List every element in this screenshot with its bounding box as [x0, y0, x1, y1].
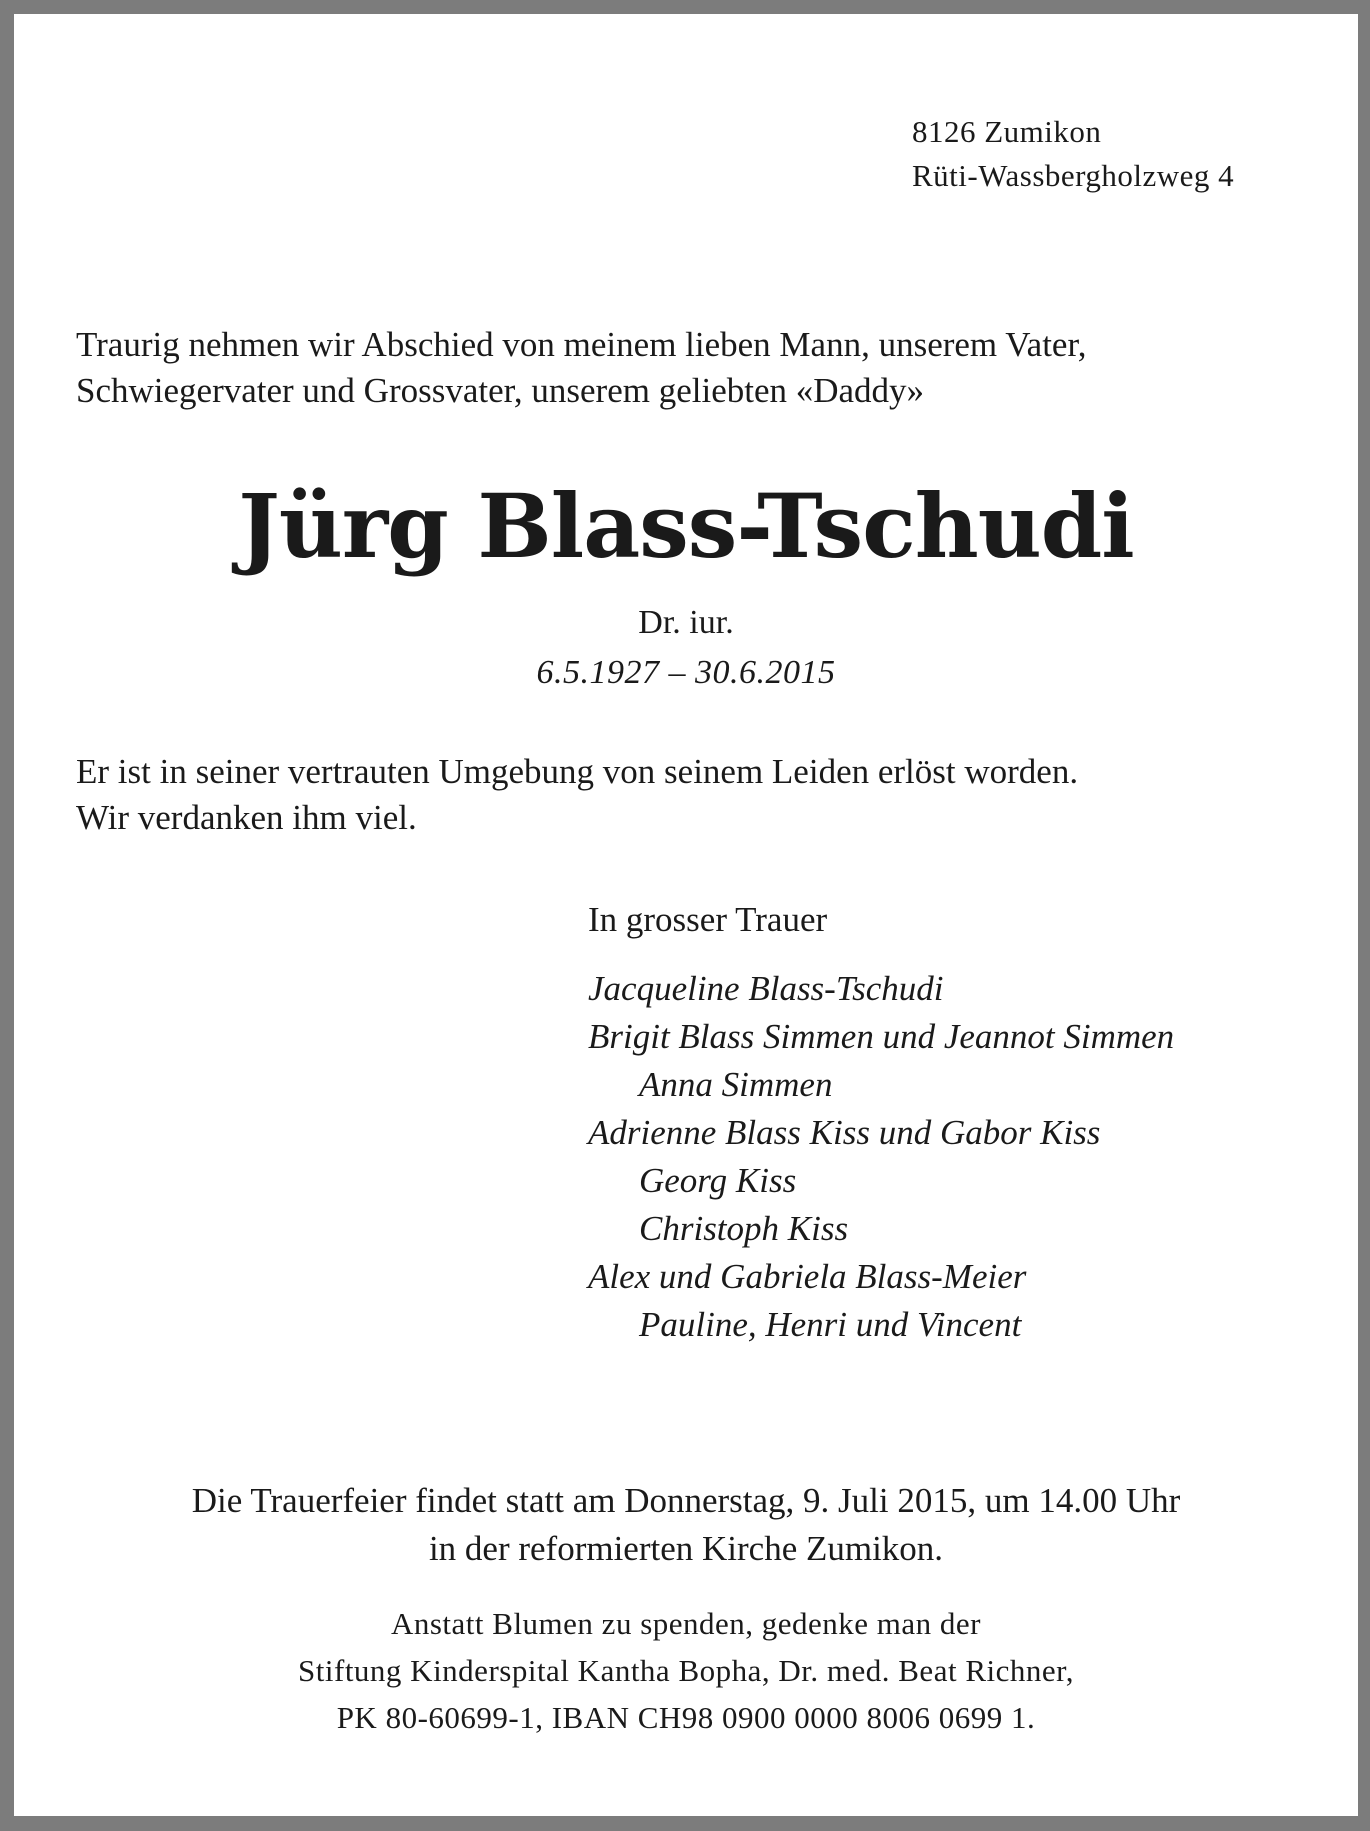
intro-line-1: Traurig nehmen wir Abschied von meinem lieben Mann, unserem Vater, — [76, 325, 1087, 364]
deceased-name: Jürg Blass-Tschudi — [238, 474, 1134, 578]
donation-line-3: PK 80-60699-1, IBAN CH98 0900 0000 8006 0699 1. — [336, 1700, 1036, 1735]
mourner-item: Jacqueline Blass-Tschudi — [588, 969, 944, 1008]
address-line-street: Rüti-Wassbergholzweg 4 — [912, 158, 1235, 193]
mourner-item: Brigit Blass Simmen und Jeannot Simmen — [588, 1017, 1175, 1056]
mourner-item: Christoph Kiss — [639, 1209, 849, 1248]
donation-line-2: Stiftung Kinderspital Kantha Bopha, Dr. med. Beat Richner, — [298, 1653, 1074, 1688]
service-line-1: Die Trauerfeier findet statt am Donnerstag, 9. Juli 2015, um 14.00 Uhr — [191, 1481, 1181, 1520]
deceased-life-dates: 6.5.1927 – 30.6.2015 — [536, 654, 836, 691]
address-line-city: 8126 Zumikon — [912, 114, 1102, 149]
message-line-1: Er ist in seiner vertrauten Umgebung von seinem Leiden erlöst worden. — [76, 752, 1079, 791]
donation-line-1: Anstatt Blumen zu spenden, gedenke man der — [390, 1606, 982, 1641]
message-line-2: Wir verdanken ihm viel. — [76, 798, 417, 837]
obituary-page — [14, 14, 1358, 1816]
mourner-item: Pauline, Henri und Vincent — [639, 1305, 1022, 1344]
mourner-item: Alex und Gabriela Blass-Meier — [588, 1257, 1027, 1296]
mourner-item: Anna Simmen — [639, 1065, 833, 1104]
mourner-item: Adrienne Blass Kiss und Gabor Kiss — [588, 1113, 1101, 1152]
mourning-heading: In grosser Trauer — [588, 900, 828, 939]
service-line-2: in der reformierten Kirche Zumikon. — [428, 1529, 944, 1568]
intro-line-2: Schwiegervater und Grossvater, unserem geliebten «Daddy» — [76, 371, 925, 410]
deceased-title: Dr. iur. — [638, 604, 734, 641]
mourner-item: Georg Kiss — [639, 1161, 797, 1200]
